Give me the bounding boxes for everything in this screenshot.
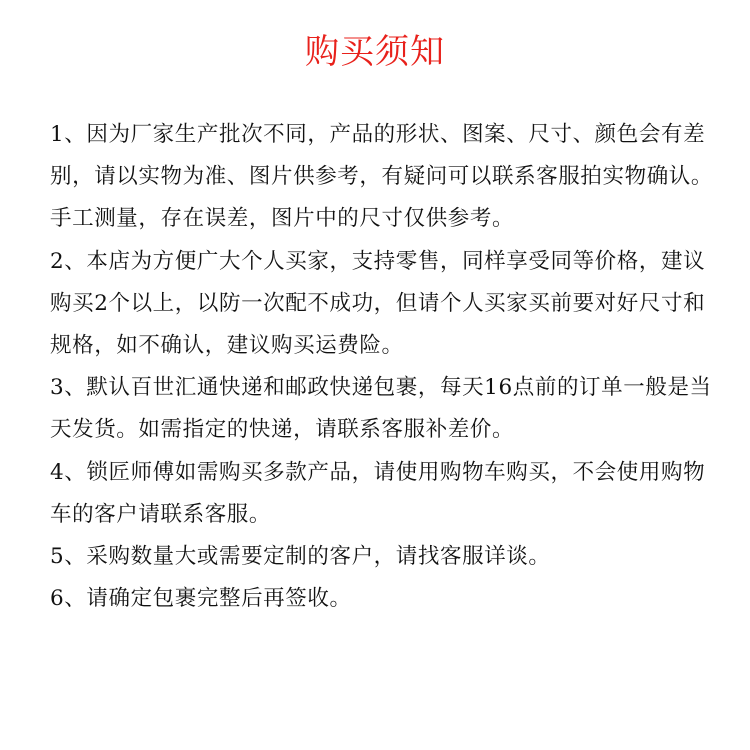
page-title: 购买须知 — [305, 32, 445, 72]
notice-item-6: 6、请确定包裹完整后再签收。 — [50, 586, 352, 612]
notice-item-measurement: 手工测量，存在误差，图片中的尺寸仅供参考。 — [50, 206, 515, 232]
notice-item-2: 2、本店为方便广大个人买家，支持零售，同样享受同等价格，建议购买2个以上，以防一次配不成功，但请个人买家买前要对好尺寸和规格，如不确认，建议购买运费险。 — [50, 248, 706, 359]
notice-item-3: 3、默认百世汇通快递和邮政快递包裹，每天16点前的订单一般是当天发货。如需指定的快递，请联系客服补差价。 — [50, 375, 712, 443]
notice-item-1: 1、因为厂家生产批次不同，产品的形状、图案、尺寸、颜色会有差别，请以实物为准、图片供参考，有疑问可以联系客服拍实物确认。 — [50, 122, 714, 190]
notice-item-4: 4、锁匠师傅如需购买多款产品，请使用购物车购买，不会使用购物车的客户请联系客服。 — [50, 459, 706, 527]
notice-item-5: 5、采购数量大或需要定制的客户，请找客服详谈。 — [50, 544, 551, 570]
notice-body — [50, 114, 715, 620]
